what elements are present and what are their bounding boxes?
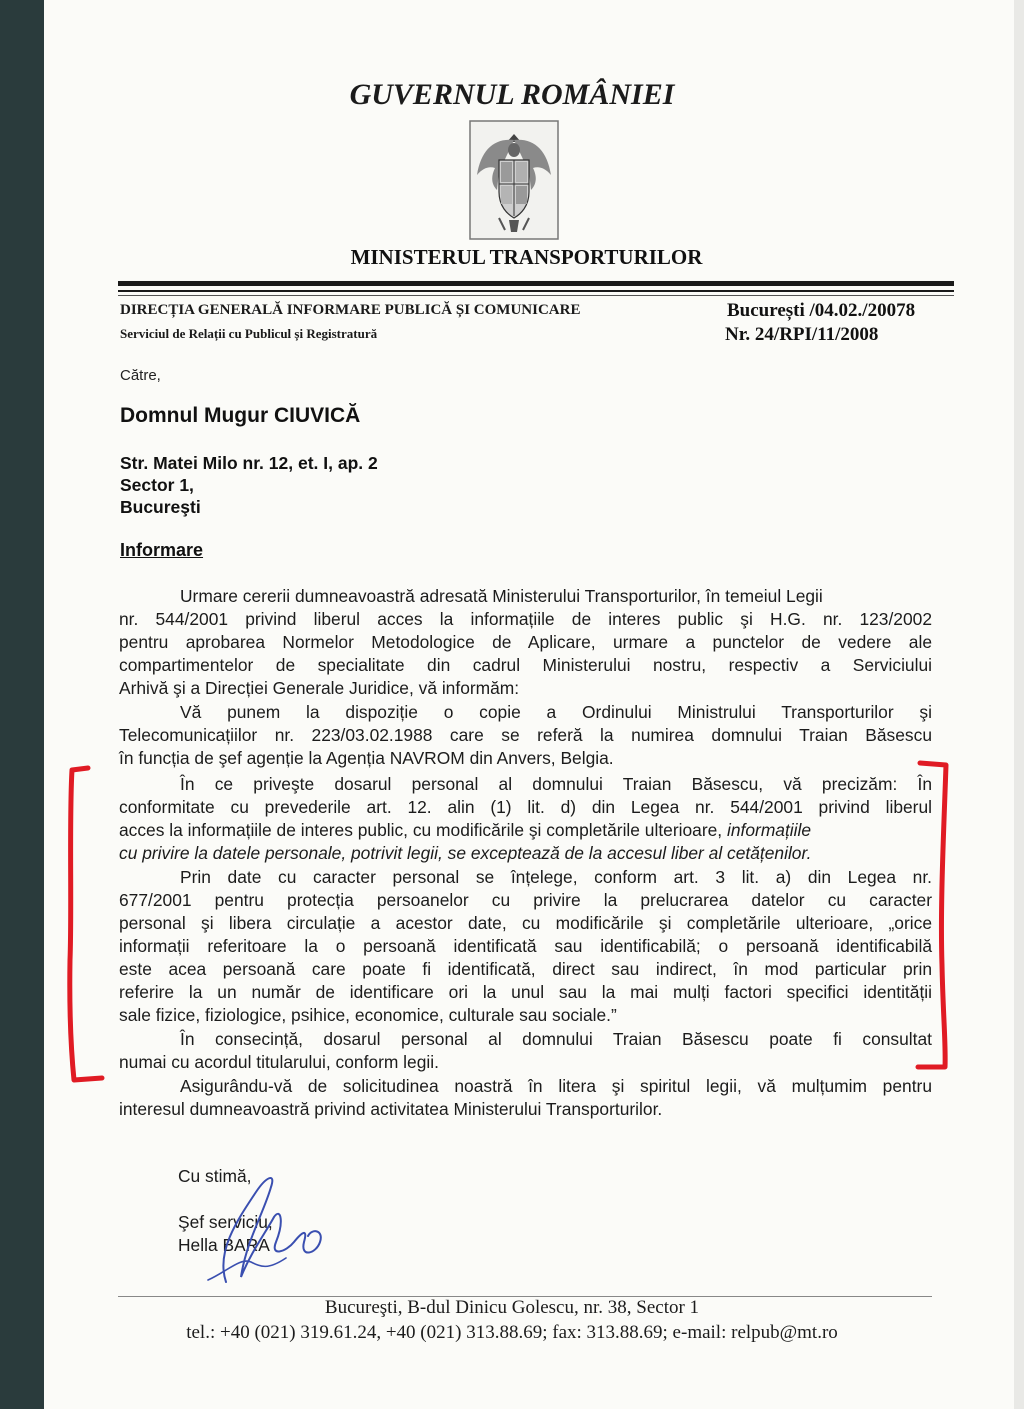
- government-title: GUVERNUL ROMÂNIEI: [349, 78, 675, 111]
- signatory-title: Şef serviciu,: [178, 1212, 273, 1232]
- header-rule: [118, 281, 954, 286]
- recipient-address-line: Bucureşti: [120, 497, 201, 517]
- closing-greeting: Cu stimă,: [178, 1166, 252, 1186]
- ministry-title: MINISTERUL TRANSPORTURILOR: [350, 245, 703, 269]
- body-line: în funcția de şef agenție la Agenția NAVROM din Anvers, Belgia.: [119, 748, 614, 768]
- header-rule: [118, 295, 954, 296]
- recipient-address-line: Str. Matei Milo nr. 12, et. I, ap. 2: [120, 453, 378, 473]
- body-line: Urmare cererii dumneavoastră adresată Ministerului Transporturilor, în temeiul Legii: [180, 586, 823, 606]
- body-line: personal şi libera circulație a acestor date, cu modificările şi completările ulterioare, „orice: [119, 913, 932, 933]
- recipient-name: Domnul Mugur CIUVICĂ: [120, 404, 361, 427]
- body-line: conformitate cu prevederile art. 12. alin (1) lit. d) din Legea nr. 544/2001 privind liberul: [119, 797, 932, 817]
- body-line: Vă punem la dispoziție o copie a Ordinului Ministrului Transporturilor şi: [180, 702, 932, 722]
- scan-right-edge: [1014, 0, 1024, 1409]
- scan-dark-edge: [0, 0, 48, 1409]
- directorate-name: DIRECȚIA GENERALĂ INFORMARE PUBLICĂ ȘI COMUNICARE: [120, 302, 581, 318]
- registration-number: Nr. 24/RPI/11/2008: [725, 324, 879, 345]
- body-line: În consecință, dosarul personal al domnului Traian Băsescu poate fi consultat: [180, 1029, 932, 1049]
- body-line: interesul dumneavoastră privind activitatea Ministerului Transporturilor.: [119, 1099, 663, 1119]
- recipient-address-line: Sector 1,: [120, 475, 194, 495]
- body-line: nr. 544/2001 privind liberul acces la informațiile de interes public şi H.G. nr. 123/2002: [119, 609, 932, 629]
- letter-date: București /04.02./20078: [727, 300, 916, 321]
- romanian-coat-of-arms-icon: [469, 120, 559, 240]
- footer-contact: tel.: +40 (021) 319.61.24, +40 (021) 313.88.69; fax: 313.88.69; e-mail: relpub@mt.ro: [186, 1322, 838, 1343]
- signatory-name: Hella BARA: [178, 1235, 270, 1255]
- header-rule: [118, 290, 954, 292]
- body-text: acces la informațiile de interes public, cu modificările şi completările ulterioare,: [119, 820, 723, 840]
- service-name: Serviciul de Relații cu Publicul și Registratură: [120, 326, 378, 341]
- handwritten-signature: [196, 1162, 336, 1292]
- body-line: compartimentelor de specialitate din cadrul Ministerului nostru, respectiv a Serviciului: [119, 655, 932, 675]
- body-line: informații referitoare la o persoană identificată sau identificabilă; o persoană identificabilă: [119, 936, 932, 956]
- salutation: Către,: [120, 367, 161, 384]
- body-italic-line: cu privire la datele personale, potrivit legii, se exceptează de la accesul liber al cetățenilor.: [119, 843, 812, 863]
- letter-subject: Informare: [120, 540, 204, 560]
- body-line: Telecomunicațiilor nr. 223/03.02.1988 care se referă la numirea domnului Traian Băsescu: [119, 725, 932, 745]
- body-line: sale fizice, fiziologice, psihice, economice, culturale sau sociale.”: [119, 1005, 617, 1025]
- body-line: Arhivă şi a Direcției Generale Juridice, vă informăm:: [119, 678, 520, 698]
- body-line: este acea persoană care poate fi identificată, direct sau indirect, în mod particular prin: [119, 959, 932, 979]
- body-italic-text: informațiile: [726, 820, 812, 840]
- body-line: Asigurându-vă de solicitudinea noastră în litera şi spiritul legii, vă mulțumim pentru: [180, 1076, 932, 1096]
- body-line: numai cu acordul titularului, conform legii.: [119, 1052, 439, 1072]
- body-line: pentru aprobarea Normelor Metodologice de Aplicare, urmare a punctelor de vedere ale: [119, 632, 932, 652]
- red-left-bracket: [60, 760, 120, 1090]
- red-right-bracket: [900, 755, 970, 1075]
- body-line: Prin date cu caracter personal se înțelege, conform art. 3 lit. a) din Legea nr.: [180, 867, 932, 887]
- footer-address: Bucureşti, B-dul Dinicu Golescu, nr. 38, Sector 1: [324, 1297, 700, 1318]
- body-line: referire la un număr de identificare ori la unul sau la mai mulți factori specifici identității: [119, 982, 932, 1002]
- body-line: În ce priveşte dosarul personal al domnului Traian Băsescu, vă precizăm: În: [180, 774, 932, 794]
- body-line: [119, 819, 811, 841]
- body-line: 677/2001 pentru protecția persoanelor cu privire la prelucrarea datelor cu caracter: [119, 890, 932, 910]
